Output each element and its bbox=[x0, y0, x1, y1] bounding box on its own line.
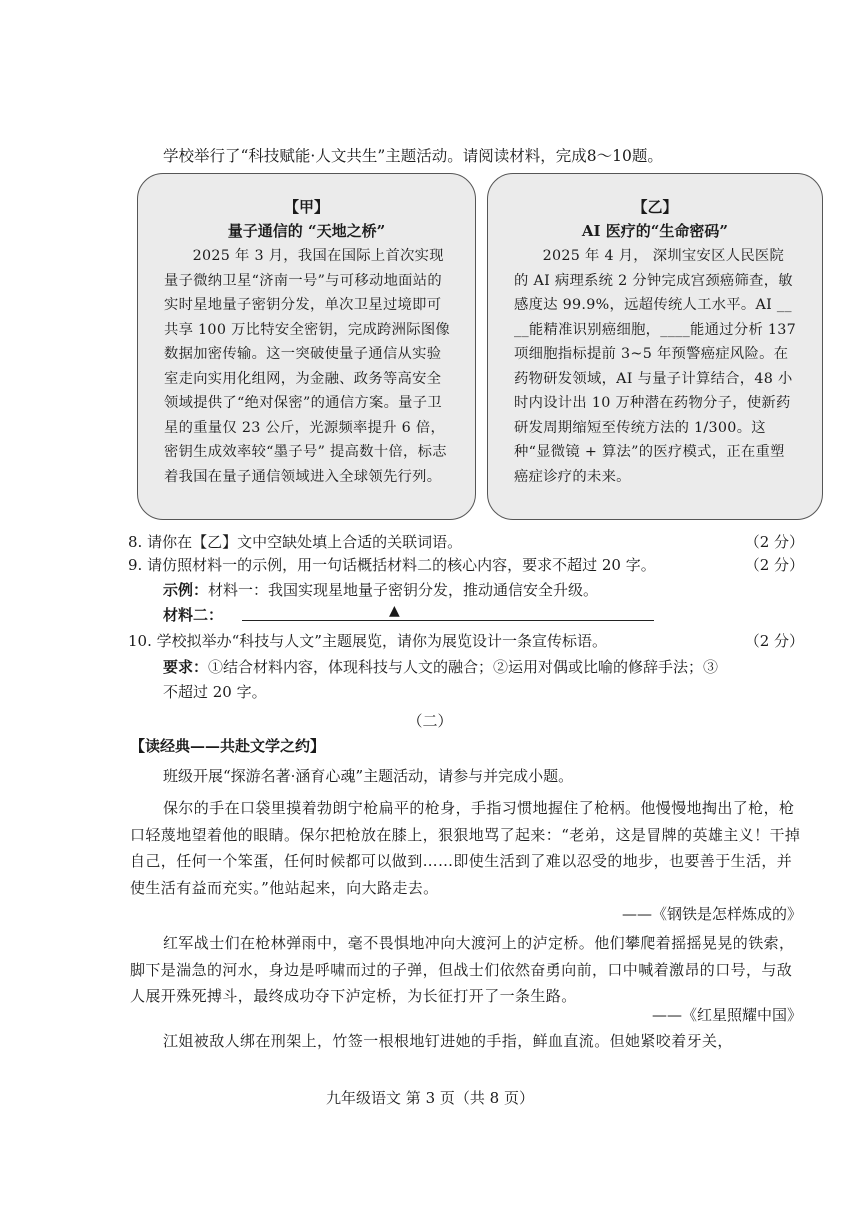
question-9: 9. 请仿照材料一的示例，用一句话概括材料二的核心内容，要求不超过 20 字。 bbox=[128, 556, 656, 574]
material-b-body: 2025 年 4 月， 深圳宝安区人民医院的 AI 病理系统 2 分钟完成宫颈癌筛查，敏感度达 99.9%，远超传统人工水平。AI ____能精准识别癌细胞，____能通过分析 137 项细胞指标提前 3~5 年预警癌症风险。在药物研发领域，AI 与量子计算结合，48 小时内设计出 10 万种潜在药物分子，使新药研发周期缩短至传统方法的 1/300。这种“显微镜 + 算法”的医疗模式，正在重塑癌症诊疗的未来。 bbox=[514, 248, 797, 485]
requirement-text-cont: 不超过 20 字。 bbox=[163, 683, 267, 701]
section-lead: 班级开展“探游名著·涵育心魂”主题活动，请参与并完成小题。 bbox=[163, 767, 574, 785]
question-10-score: （2 分） bbox=[744, 632, 804, 650]
question-10: 10. 学校拟举办“科技与人文”主题展览，请你为展览设计一条宣传标语。 bbox=[128, 632, 607, 650]
answer-blank-line[interactable] bbox=[242, 620, 654, 621]
requirement-label: 要求： bbox=[163, 658, 209, 676]
example-label: 示例： bbox=[163, 581, 209, 599]
material-b-box bbox=[487, 173, 823, 520]
requirement-text: ①结合材料内容，体现科技与人文的融合；②运用对偶或比喻的修辞手法；③ bbox=[208, 658, 719, 676]
section-heading: 【读经典——共赴文学之约】 bbox=[130, 737, 326, 755]
section-number: （二） bbox=[407, 712, 453, 730]
excerpt-paragraph-3: 江姐被敌人绑在刑架上，竹签一根根地钉进她的手指，鲜血直流。但她紧咬着牙关， bbox=[163, 1032, 733, 1050]
excerpt-paragraph-1: 保尔的手在口袋里摸着勃朗宁枪扁平的枪身，手指习惯地握住了枪柄。他慢慢地掏出了枪，枪口轻蔑地望着他的眼睛。保尔把枪放在膝上，狠狠地骂了起来：“老弟，这是冒牌的英雄主义！干掉自己，任何一个笨蛋，任何时候都可以做到……即使生活到了难以忍受的地步，也要善于生活，并使生活有益而充实。”他站起来，向大路走去。 bbox=[130, 799, 801, 897]
question-8-score: （2 分） bbox=[744, 533, 804, 551]
material-2-label: 材料二： bbox=[163, 606, 224, 624]
requirement-line bbox=[163, 656, 718, 677]
excerpt-source-1: ——《钢铁是怎样炼成的》 bbox=[621, 905, 802, 923]
excerpt-paragraph-2: 红军战士们在枪林弹雨中，毫不畏惧地冲向大渡河上的泸定桥。他们攀爬着摇摇晃晃的铁索，脚下是湍急的河水，身边是呼啸而过的子弹，但战士们依然奋勇向前，口中喊着激昂的口号，与敌人展开殊死搏斗，最终成功夺下泸定桥，为长征打开了一条生路。 bbox=[130, 934, 795, 1005]
material-a-body: 2025 年 3 月，我国在国际上首次实现量子微纳卫星“济南一号”与可移动地面站的实时星地量子密钥分发，单次卫星过境即可共享 100 万比特安全密钥，完成跨洲际图像数据加密传输。这一突破使量子通信从实验室走向实用化组网，为金融、政务等高安全领域提供了“绝对保密”的通信方案。量子卫星的重量仅 23 公斤，光源频率提升 6 倍，密钥生成效率较“墨子号” 提高数十倍，标志着我国在量子通信领域进入全球领先行列。 bbox=[164, 248, 451, 485]
material-a-box bbox=[137, 173, 476, 520]
question-9-score: （2 分） bbox=[744, 556, 804, 574]
intro-text: 学校举行了“科技赋能·人文共生”主题活动。请阅读材料，完成8～10题。 bbox=[163, 147, 663, 165]
example-text: 材料一：我国实现星地量子密钥分发，推动通信安全升级。 bbox=[208, 581, 599, 599]
triangle-icon: ▲ bbox=[389, 603, 400, 619]
page-footer: 九年级语文 第 3 页（共 8 页） bbox=[326, 1089, 534, 1107]
question-8: 8. 请你在【乙】文中空缺处填上合适的关联词语。 bbox=[128, 533, 463, 551]
material-a-title: 量子通信的 “天地之桥” bbox=[227, 222, 386, 240]
excerpt-source-2: ——《红星照耀中国》 bbox=[651, 1006, 802, 1024]
example-line bbox=[163, 579, 598, 600]
material-b-title: AI 医疗的“生命密码” bbox=[581, 222, 729, 240]
material-b-tag: 【乙】 bbox=[632, 198, 678, 216]
material-a-tag: 【甲】 bbox=[283, 198, 329, 216]
